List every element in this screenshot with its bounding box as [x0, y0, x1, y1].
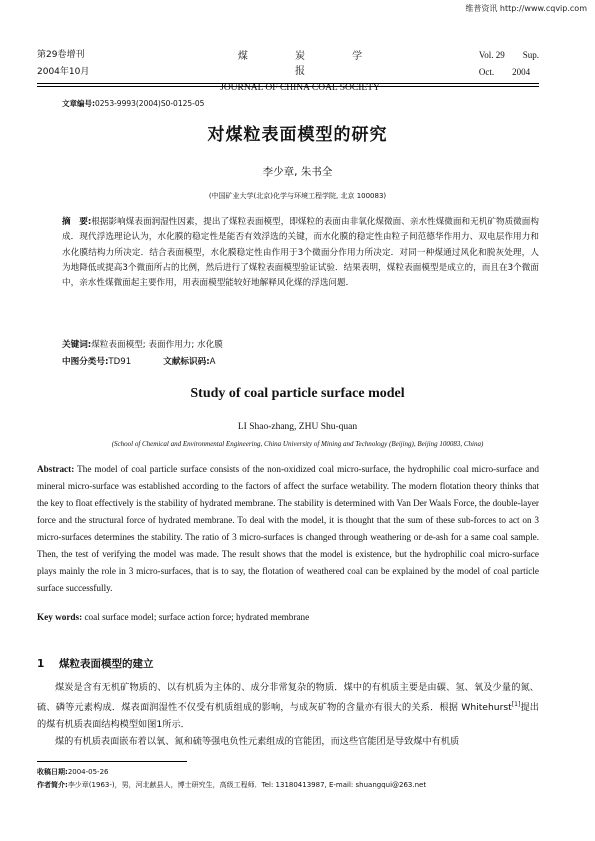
- journal-name-zh: 煤 炭 学 报: [237, 51, 385, 77]
- abstract-zh-label: 摘 要:: [62, 217, 92, 227]
- author-bio: [37, 779, 426, 792]
- affiliation-en: (School of Chemical and Environmental Engineering, China University of Mining and Technology (Beijing), Beijing 100083, China): [111, 440, 484, 448]
- citation-ref: [1]: [511, 701, 521, 708]
- doc-code-value: A: [209, 357, 216, 367]
- author-bio-value: 李少章(1963-)，男，河北献县人，博士研究生，高级工程师．Tel: 13180413987, E-mail: shuangqui@263.net: [67, 781, 427, 789]
- para1-text-b: 提出的煤有机质表面结构模型如图1所示．: [37, 702, 539, 731]
- body-paragraph: 煤的有机质表面嵌布着以氧、氮和硫等强电负性元素组成的官能团，而这些官能团是导致煤中有机质: [55, 736, 460, 748]
- received-label: 收稿日期:: [37, 768, 68, 776]
- abstract-en: [37, 461, 539, 597]
- keywords-zh: [62, 338, 223, 350]
- header-right: [479, 47, 539, 81]
- affiliation-zh: (中国矿业大学(北京)化学与环境工程学院, 北京 100083): [208, 192, 387, 200]
- year-en: 2004: [512, 67, 531, 77]
- abstract-en-text: The model of coal particle surface consists of the non-oxidized coal micro-surface, the hydrophilic coal micro-surface and mineral micro-surface was established according to the factors of affect the surface wetability. The modern flotation theory thinks that the key to float effectively is the stability of hydrated membrane. The stability is determined with Van Der Waals Force, the double-layer force and the structural force of hydrated membrane. To deal with the model, it is thought that the sum of these sub-forces to act on 3 micro-surfaces determines the stability. The ratio of 3 micro-surfaces is changed through weathering or de-ash for a same coal sample. Then, the test of verifying the model was made. The result shows that the model is existence, but the hydrophilic coal micro-surface plays mainly the role in 3 micro-surfaces, that is to say, the flotation of weathered coal can be explained by the model of coal particle surface successfully.: [37, 464, 539, 593]
- authors-en: LI Shao-zhang, ZHU Shu-quan: [237, 422, 358, 432]
- source-watermark: 维普资讯 http://www.cqvip.com: [465, 4, 587, 13]
- header-rule: [37, 83, 539, 84]
- section-heading: [37, 656, 154, 671]
- para1-text-a: 煤炭是含有无机矿物质的、以有机质为主体的、成分非常复杂的物质．煤中的有机质主要是由碳、氢、氧及少量的氮、硫、磷等元素构成．煤表面润湿性不仅受有机质组成的影响，与成灰矿物的含量亦有很大的关系．根据 Whitehurst: [37, 682, 539, 714]
- supplement-en: Sup.: [522, 50, 539, 60]
- author-bio-label: 作者简介:: [37, 781, 68, 789]
- footnotes: [37, 766, 426, 792]
- keywords-en-text: coal surface model; surface action force; hydrated membrane: [84, 612, 310, 622]
- body-paragraph: [37, 679, 539, 733]
- title-zh: 对煤粒表面模型的研究: [207, 125, 388, 145]
- article-number-label: 文章编号:: [62, 99, 95, 108]
- footnote-rule: [37, 761, 187, 762]
- keywords-zh-text: 煤粒表面模型; 表面作用力; 水化膜: [91, 340, 223, 350]
- abstract-zh: [62, 215, 539, 291]
- journal-name-en: JOURNAL OF CHINA COAL SOCIETY: [220, 83, 380, 93]
- month-en: Oct.: [478, 67, 495, 77]
- clc-label: 中图分类号:: [62, 357, 109, 367]
- header-left: [37, 47, 89, 81]
- header-rule-thin: [37, 86, 539, 87]
- clc-value: TD91: [108, 357, 132, 367]
- volume-en: Vol. 29: [478, 50, 505, 60]
- keywords-en: [37, 612, 309, 622]
- doc-code-label: 文献标识码:: [163, 357, 210, 367]
- keywords-en-label: Key words:: [37, 612, 83, 622]
- classification-zh: [62, 355, 216, 367]
- received-value: 2004-05-26: [67, 768, 109, 776]
- section-title: 煤粒表面模型的建立: [59, 658, 154, 670]
- received-date: [37, 766, 426, 779]
- article-number: [62, 98, 204, 109]
- section-number: 1: [37, 658, 45, 670]
- volume-zh: 第29卷增刊: [37, 50, 85, 60]
- abstract-en-label: Abstract:: [37, 464, 75, 474]
- title-en: Study of coal particle surface model: [190, 386, 405, 401]
- section-body: [37, 679, 539, 750]
- abstract-zh-text: 根据影响煤表面润湿性因素，提出了煤粒表面模型，即煤粒的表面由非氧化煤微面、亲水性煤微面和无机矿物质微面构成．现代浮选理论认为，水化膜的稳定性是能否有效浮选的关键，而水化膜的稳定性由粒子间范德华作用力、双电层作用力和水化膜结构力所决定．结合表面模型，水化膜稳定性由作用于3个微面分作用力所决定．对同一种煤通过风化和脱灰处理，人为地降低或提高3个微面所占的比例，然后进行了煤粒表面模型验证试验．结果表明，煤粒表面模型是成立的，而且在3个微面中，亲水性煤微面起主要作用，用表面模型能较好地解释风化煤的浮选问题．: [62, 217, 540, 289]
- keywords-zh-label: 关键词:: [62, 340, 92, 350]
- date-zh: 2004年10月: [37, 67, 90, 77]
- article-number-value: 0253-9993(2004)S0-0125-05: [95, 99, 205, 108]
- authors-zh: 李少章, 朱书全: [262, 166, 333, 178]
